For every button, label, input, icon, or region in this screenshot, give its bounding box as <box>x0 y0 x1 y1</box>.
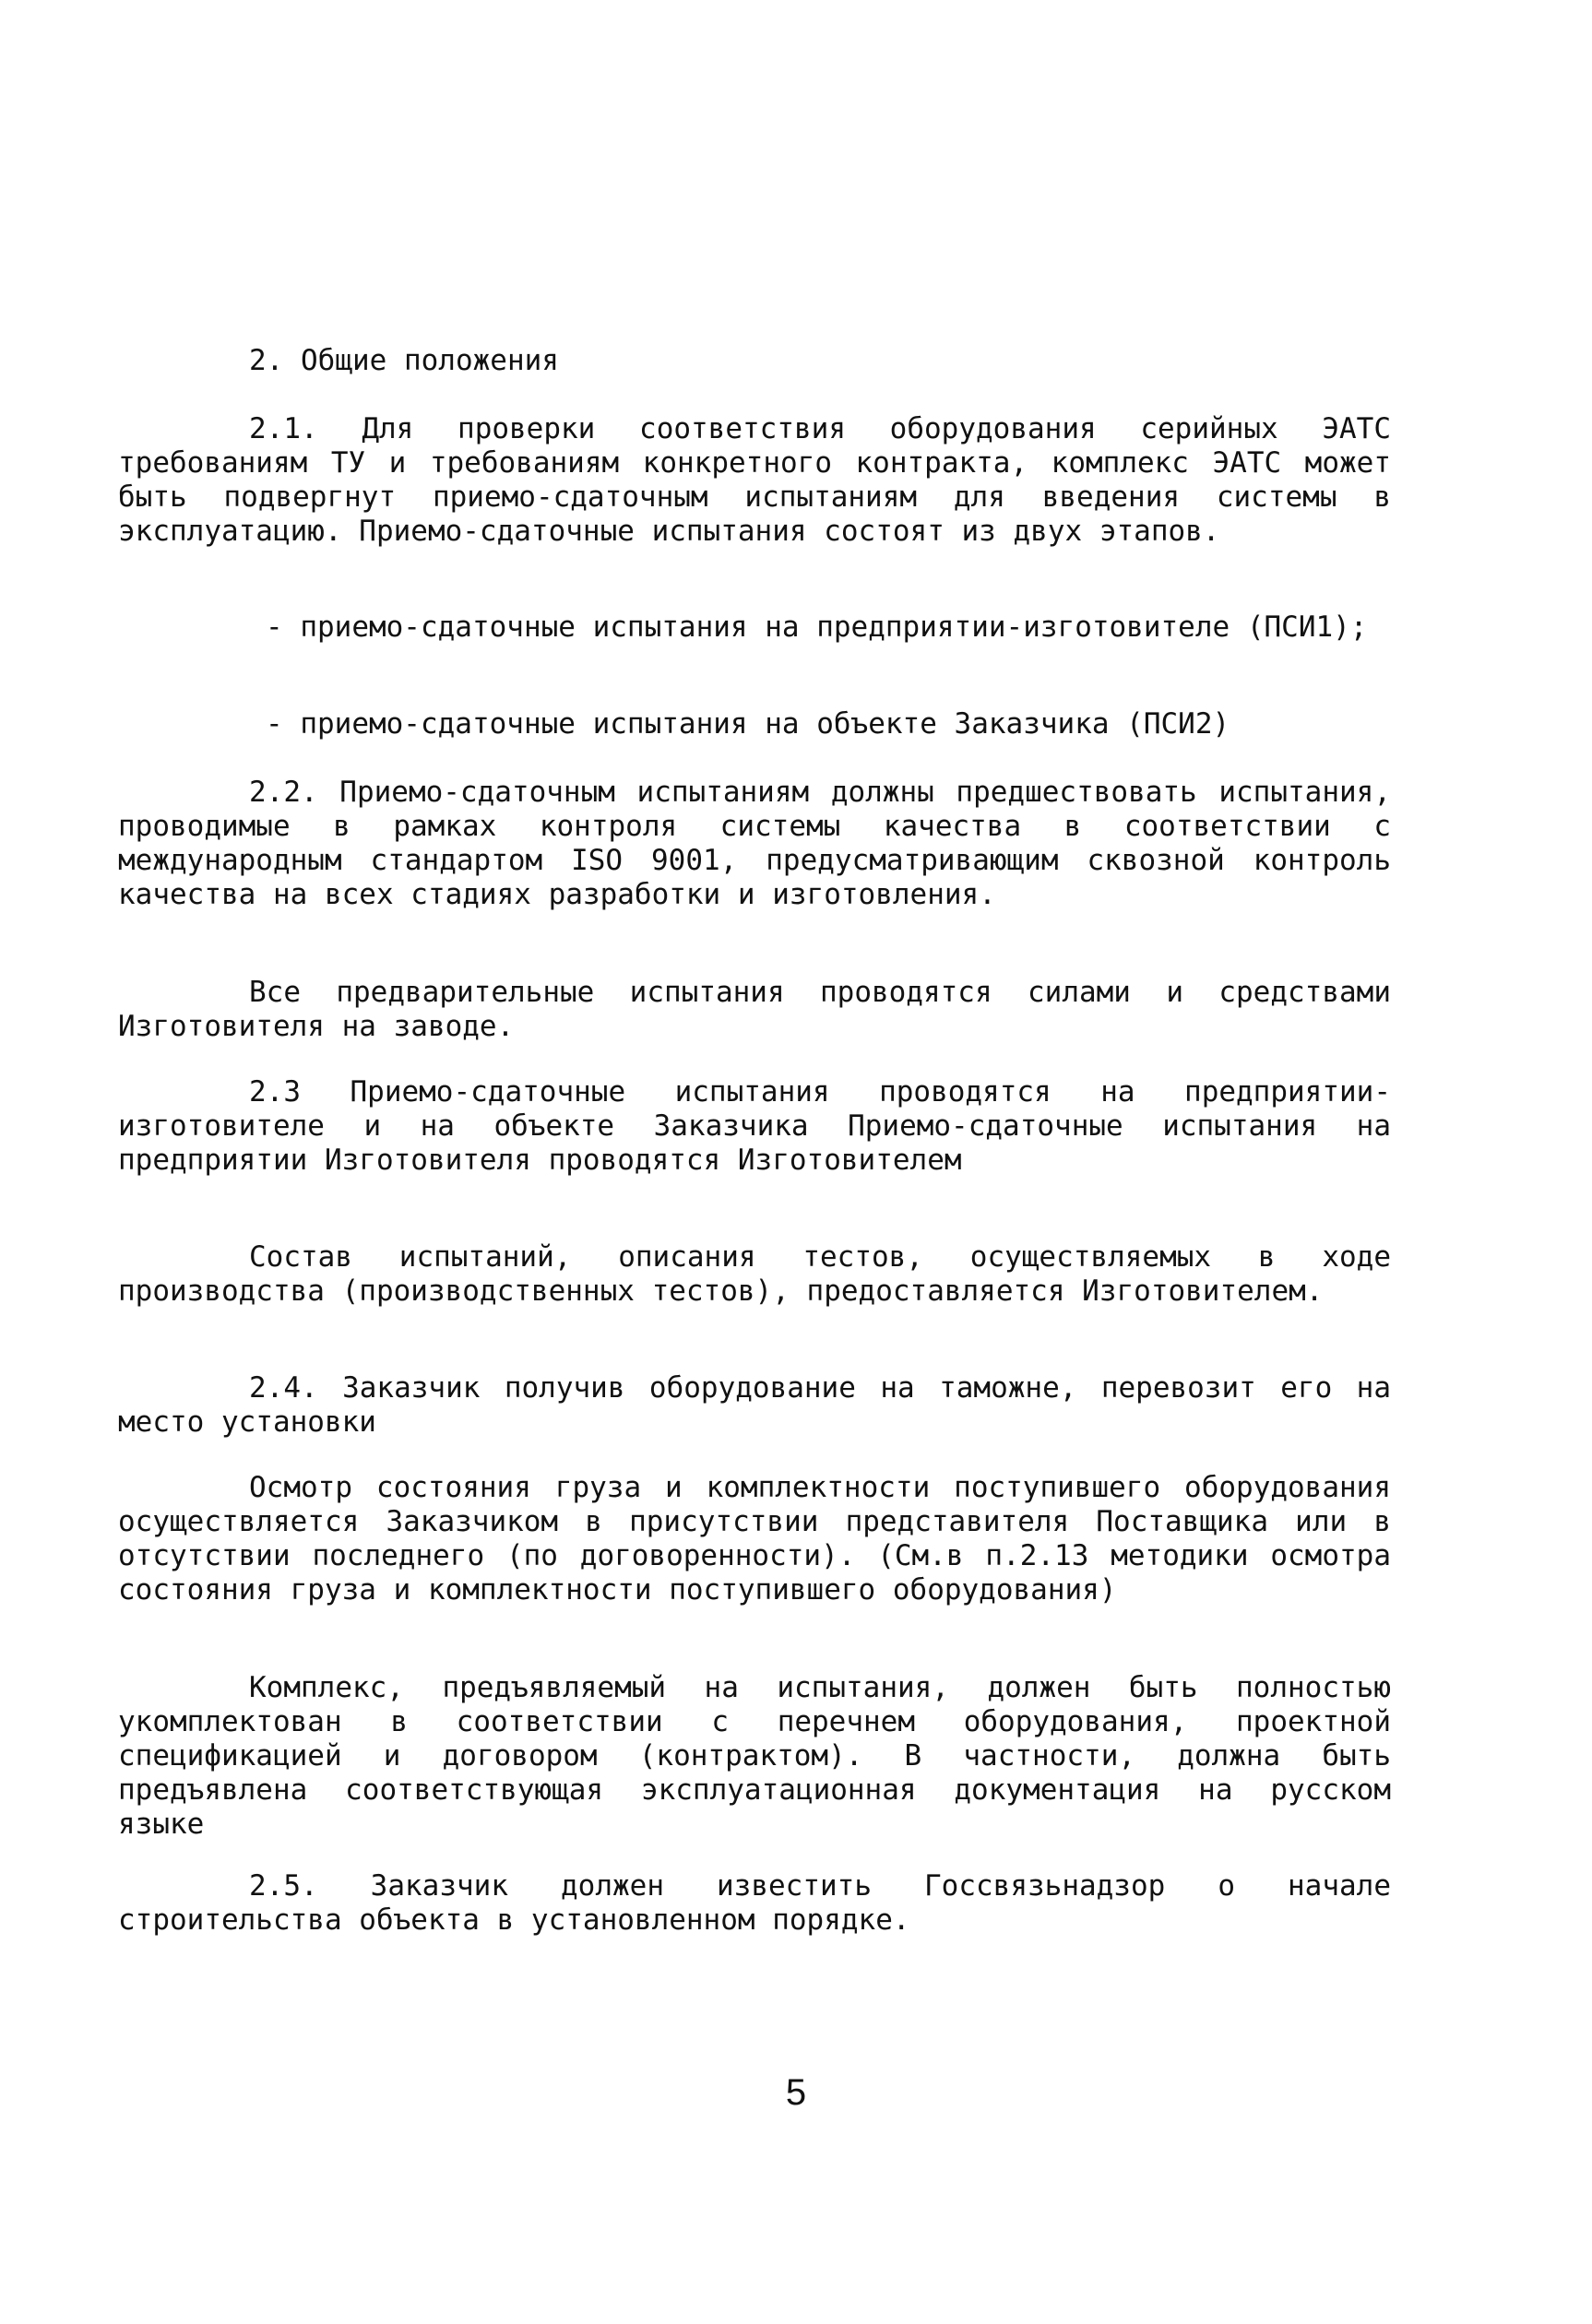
paragraph-2-2: 2.2. Приемо-сдаточным испытаниям должны предшествовать испытания, проводимые в рамках контроля системы качества в соответствии с международным стандартом ISO 9001, предусматривающим сквозной контроль качества на всех стадиях разработки и изготовления. <box>118 776 1391 911</box>
paragraph-test-composition: Состав испытаний, описания тестов, осуществляемых в ходе производства (производственных тестов), предоставляется Изготовителем. <box>118 1240 1391 1308</box>
paragraph-preliminary-tests: Все предварительные испытания проводятся силами и средствами Изготовителя на заводе. <box>118 976 1391 1043</box>
paragraph-complex-completeness: Комплекс, предъявляемый на испытания, должен быть полностью укомплектован в соответствии с перечнем оборудования, проектной спецификацией и договором (контрактом). В частности, должна быть предъявлена соответствующая эксплуатационная документация на русском языке <box>118 1671 1391 1841</box>
page-number: 5 <box>785 2072 807 2113</box>
paragraph-2-4: 2.4. Заказчик получив оборудование на таможне, перевозит его на место установки <box>118 1371 1391 1439</box>
paragraph-cargo-inspection: Осмотр состояния груза и комплектности поступившего оборудования осуществляется Заказчиком в присутствии представителя Поставщика или в отсутствии последнего (по договоренности). (См.в п.2.13 методики осмотра состояния груза и комплектности поступившего оборудования) <box>118 1471 1391 1607</box>
paragraph-2-3: 2.3 Приемо-сдаточные испытания проводятся на предприятии-изготовителе и на объекте Заказчика Приемо-сдаточные испытания на предприятии Изготовителя проводятся Изготовителем <box>118 1075 1391 1177</box>
paragraph-psi2: - приемо-сдаточные испытания на объекте Заказчика (ПСИ2) <box>266 707 1230 741</box>
paragraph-psi1: - приемо-сдаточные испытания на предприятии-изготовителе (ПСИ1); <box>266 611 1368 644</box>
paragraph-2-1: 2.1. Для проверки соответствия оборудования серийных ЭАТС требованиям ТУ и требованиям конкретного контракта, комплекс ЭАТС может быть подвергнут приемо-сдаточным испытаниям для введения системы в эксплуатацию. Приемо-сдаточные испытания состоят из двух этапов. <box>118 412 1391 548</box>
paragraph-2-5: 2.5. Заказчик должен известить Госсвязьнадзор о начале строительства объекта в установленном порядке. <box>118 1869 1391 1937</box>
section-heading: 2. Общие положения <box>249 344 559 377</box>
